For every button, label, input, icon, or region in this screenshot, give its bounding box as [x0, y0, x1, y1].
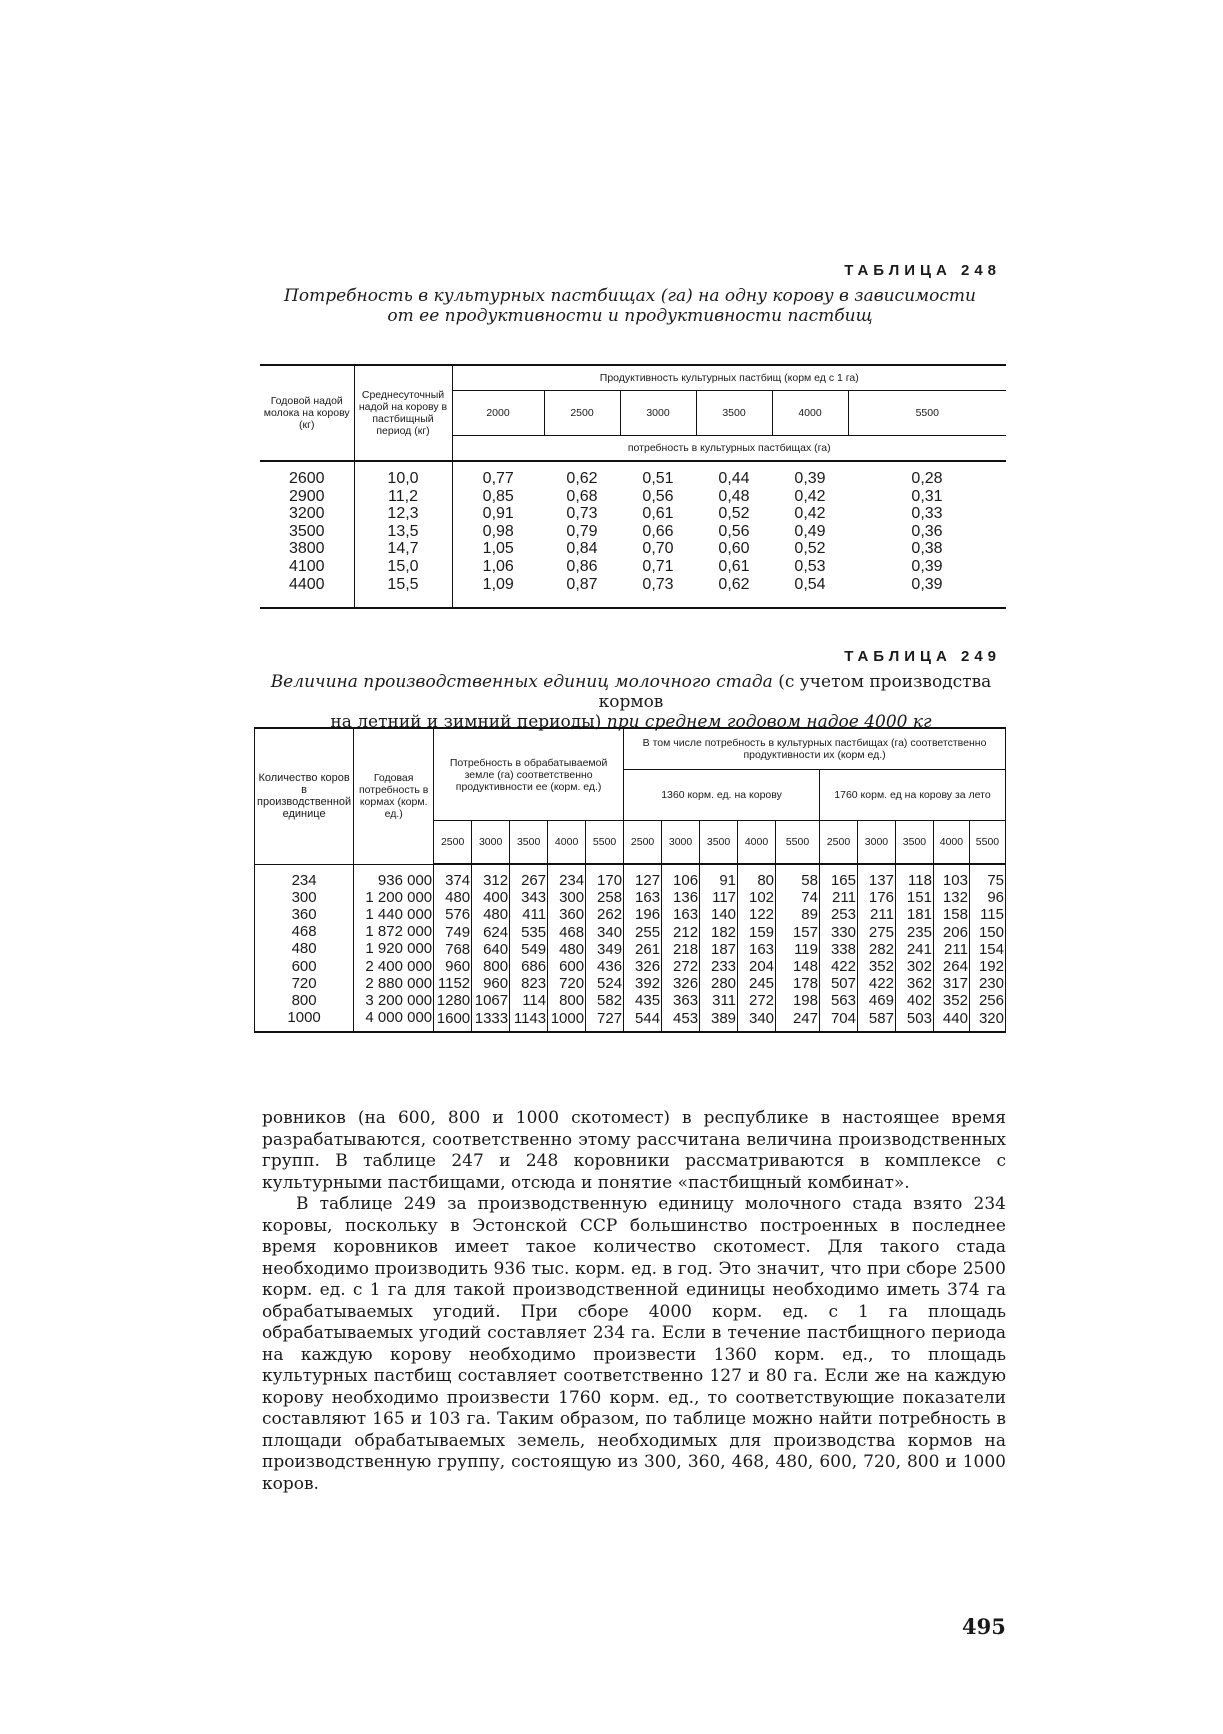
- table-cell: 549: [521, 940, 547, 958]
- table-cell: 280: [711, 975, 737, 993]
- table-cell: 411: [522, 906, 547, 924]
- table-249-column: [738, 864, 776, 1032]
- table-cell: 1 440 000: [365, 905, 433, 923]
- table-cell: 233: [711, 958, 737, 976]
- table-cell: 198: [792, 992, 818, 1010]
- table-cell: 402: [906, 992, 932, 1010]
- header-productivity: 3000: [620, 391, 696, 436]
- table-cell: 768: [445, 940, 471, 958]
- table-cell: 119: [794, 940, 818, 958]
- table-cell: 247: [792, 1009, 818, 1027]
- table-248-caption: [250, 286, 1010, 326]
- header-1760-col: 5500: [969, 821, 1005, 865]
- table-cell: 535: [521, 923, 547, 941]
- table-cell: 582: [597, 992, 623, 1010]
- table-cell: 136: [673, 889, 699, 907]
- table-cell: 563: [830, 992, 856, 1010]
- table-249-column: [255, 864, 354, 1032]
- table-cell: 148: [792, 958, 818, 976]
- table-cell: 435: [635, 992, 661, 1010]
- table-cell: 800: [559, 992, 585, 1010]
- header-1360: 1360 корм. ед. на корову: [624, 770, 820, 821]
- table-cell: 704: [830, 1009, 856, 1027]
- header-annual-yield: Годовой надой молока на корову (кг): [260, 365, 354, 461]
- table-cell: 106: [673, 872, 699, 889]
- table-cell: 326: [673, 975, 699, 993]
- table-cell: 544: [635, 1009, 661, 1027]
- table-cell: 115: [980, 906, 1004, 924]
- table-cell: 640: [483, 940, 509, 958]
- table-249-column: [969, 864, 1005, 1032]
- header-pasture-need: потребность в культурных пастбищах (га): [452, 436, 1006, 462]
- table-249-caption: [252, 672, 1010, 732]
- table-cell: 245: [748, 975, 775, 993]
- table-cell: 75: [987, 872, 1004, 889]
- table-cell: 343: [521, 889, 547, 907]
- table-cell: 453: [673, 1009, 699, 1027]
- annual-yield-column: 2600 2900 3200 3500 3800 4100 4400: [288, 470, 325, 593]
- table-cell: 1280: [436, 992, 471, 1010]
- header-1760-col: 4000: [933, 821, 969, 865]
- table-cell: 163: [635, 889, 661, 907]
- table-cell: 480: [291, 940, 317, 958]
- table-cell: 320: [978, 1009, 1004, 1027]
- table-cell: 800: [483, 958, 509, 976]
- header-1760-col: 3500: [895, 821, 933, 865]
- table-cell: 362: [906, 975, 932, 993]
- header-productivity: 3500: [696, 391, 772, 436]
- table-cell: 749: [445, 923, 471, 941]
- table-cell: 1152: [437, 975, 471, 993]
- table-249-label: ТАБЛИЦА 249: [844, 648, 1001, 665]
- table-cell: 352: [868, 958, 894, 976]
- table-cell: 360: [291, 905, 317, 923]
- table-cell: 117: [712, 889, 737, 907]
- table-cell: 374: [445, 872, 471, 889]
- table-cell: 235: [906, 923, 932, 941]
- header-land-col: 3000: [472, 821, 510, 865]
- table-cell: 206: [942, 923, 968, 941]
- daily-yield-column: 10,0 11,2 12,3 13,5 14,7 15,0 15,5: [354, 461, 452, 608]
- page-number: 495: [962, 1614, 1006, 1639]
- table-cell: 272: [673, 958, 699, 976]
- table-cell: 182: [711, 923, 737, 941]
- table-249-column: [700, 864, 738, 1032]
- table-cell: 261: [635, 940, 661, 958]
- table-cell: 132: [942, 889, 968, 907]
- table-cell: 727: [597, 1009, 623, 1027]
- table-cell: 151: [906, 889, 932, 907]
- table-cell: 468: [291, 923, 317, 941]
- table-cell: 340: [597, 923, 623, 941]
- table-cell: 1600: [436, 1009, 471, 1027]
- table-cell: 282: [868, 940, 894, 958]
- table-249-column: [819, 864, 857, 1032]
- table-cell: 363: [673, 992, 699, 1010]
- body-text: [262, 1108, 1006, 1495]
- table-cell: 400: [483, 889, 509, 907]
- table-cell: 163: [673, 906, 699, 924]
- header-pasture-productivity: Продуктивность культурных пастбищ (корм ед с 1 га): [452, 365, 1006, 391]
- header-1760-col: 3000: [857, 821, 895, 865]
- table-cell: 1 920 000: [365, 940, 433, 958]
- paragraph: В таблице 249 за производственную единицу молочного стада взято 234 коровы, поскольку в Эстонской ССР большинство построенных в последнее время коровников имеет такое количество скотомест. Для такого стада необходимо производить 936 тыс. корм. ед. в год. Это значит, что при сборе 2500 корм. ед. с 1 га для такой производственной единицы необходимо иметь 374 га обрабатываемых угодий. При сборе 4000 корм. ед. с 1 га площадь обрабатываемых угодий составляет 234 га. Если в течение пастбищного периода на каждую корову необходимо произвести 1360 корм. ед., то площадь культурных пастбищ составляет соответственно 127 и 80 га. Если же на каждую корову необходимо произвести 1760 корм. ед., то соответствующие показатели составляют 165 и 103 га. Таким образом, по таблице можно найти потребность в площади обрабатываемых земель, необходимых для производства кормов на производственную группу, состоящую из 300, 360, 468, 480, 600, 720, 800 и 1000 коров.: [262, 1194, 1006, 1494]
- table-249-column: [624, 864, 662, 1032]
- header-1360-col: 4000: [738, 821, 776, 865]
- table-cell: 218: [673, 940, 699, 958]
- table-cell: 436: [597, 958, 623, 976]
- table-cell: 587: [868, 1009, 894, 1027]
- table-cell: 80: [757, 872, 775, 889]
- table-cell: 212: [673, 923, 699, 941]
- table-cell: 503: [906, 1009, 932, 1027]
- table-cell: 264: [942, 958, 968, 976]
- table-cell: 234: [559, 872, 585, 889]
- table-cell: 392: [635, 975, 661, 993]
- table-249-data: [255, 864, 1006, 1032]
- table-cell: 1000: [287, 1009, 321, 1027]
- table-cell: 176: [868, 889, 894, 907]
- header-productivity: 4000: [772, 391, 848, 436]
- table-cell: 58: [801, 872, 818, 889]
- table-cell: 349: [597, 940, 623, 958]
- table-cell: 300: [291, 888, 317, 906]
- table-cell: 258: [597, 889, 623, 907]
- table-249-column: [933, 864, 969, 1032]
- table-cell: 2 880 000: [365, 974, 433, 992]
- table-cell: 1067: [474, 992, 509, 1010]
- table-cell: 170: [597, 872, 623, 889]
- table-cell: 204: [748, 958, 775, 976]
- header-arable-land: Потребность в обрабатываемой земле (га) соответственно продуктивности ее (корм. ед.): [434, 728, 624, 821]
- table-cell: 275: [868, 923, 894, 941]
- table-cell: 352: [942, 992, 968, 1010]
- table-cell: 91: [719, 872, 737, 889]
- table-cell: 300: [559, 889, 585, 907]
- table-249-column: [586, 864, 624, 1032]
- table-248-caption-line1: Потребность в культурных пастбищах (га) на одну корову в зависимости: [284, 286, 976, 306]
- table-248-label: ТАБЛИЦА 248: [844, 262, 1001, 279]
- table-cell: 576: [445, 906, 471, 924]
- table-cell: 74: [801, 889, 818, 907]
- table-cell: 165: [830, 872, 856, 889]
- table-cell: 272: [748, 992, 775, 1010]
- table-249-column: [354, 864, 434, 1032]
- pasture-need-column-4000: 0,39 0,42 0,42 0,49 0,52 0,53 0,54: [794, 470, 826, 593]
- header-land-col: 4000: [548, 821, 586, 865]
- table-cell: 1333: [474, 1009, 509, 1027]
- table-cell: 600: [559, 958, 585, 976]
- table-cell: 1143: [513, 1009, 547, 1027]
- table-249: [254, 727, 1006, 1033]
- table-cell: 823: [521, 975, 547, 993]
- table-cell: 440: [942, 1009, 968, 1027]
- table-cell: 960: [445, 958, 471, 976]
- table-cell: 720: [559, 975, 585, 993]
- table-cell: 211: [944, 940, 968, 958]
- table-cell: 262: [597, 906, 623, 924]
- table-248: [260, 364, 1006, 609]
- header-1360-col: 3000: [662, 821, 700, 865]
- table-cell: 480: [483, 906, 509, 924]
- header-land-col: 3500: [510, 821, 548, 865]
- table-cell: 480: [559, 940, 585, 958]
- table-cell: 1000: [550, 1009, 585, 1027]
- table-cell: 122: [748, 906, 775, 924]
- pasture-need-column-2000: 0,77 0,85 0,91 0,98 1,05 1,06 1,09: [452, 461, 544, 608]
- table-cell: 3 200 000: [365, 991, 433, 1009]
- table-249-column: [662, 864, 700, 1032]
- pasture-need-column-3500: 0,44 0,48 0,52 0,56 0,60 0,61 0,62: [718, 470, 750, 593]
- header-land-col: 5500: [586, 821, 624, 865]
- table-249-caption-line2: на летний и зимний периоды) при среднем годовом надое 4000 кг: [330, 712, 932, 732]
- table-cell: 159: [748, 923, 775, 941]
- table-cell: 624: [483, 923, 509, 941]
- paragraph: ровников (на 600, 800 и 1000 скотомест) в республике в настоящее время разрабатываются, соответственно этому рассчитана величина производственных групп. В таблице 247 и 248 коровники рассматриваются в комплексе с культурными пастбищами, отсюда и понятие «пастбищный комбинат».: [262, 1108, 1006, 1193]
- table-cell: 311: [712, 992, 737, 1010]
- table-cell: 600: [291, 957, 317, 975]
- table-cell: 192: [978, 958, 1004, 976]
- table-cell: 720: [291, 974, 317, 992]
- table-cell: 1 872 000: [365, 923, 433, 941]
- table-249-column: [434, 864, 472, 1032]
- table-cell: 360: [559, 906, 585, 924]
- table-cell: 468: [559, 923, 585, 941]
- table-cell: 960: [483, 975, 509, 993]
- table-cell: 267: [521, 872, 547, 889]
- table-cell: 158: [942, 906, 968, 924]
- table-cell: 302: [906, 958, 932, 976]
- table-cell: 96: [987, 889, 1004, 907]
- table-cell: 234: [291, 871, 317, 889]
- pasture-need-column-3000: 0,51 0,56 0,61 0,66 0,70 0,71 0,73: [642, 470, 674, 593]
- header-land-col: 2500: [434, 821, 472, 865]
- table-cell: 326: [635, 958, 661, 976]
- header-1360-col: 5500: [776, 821, 820, 865]
- table-cell: 330: [830, 923, 856, 941]
- table-249-column: [857, 864, 895, 1032]
- table-cell: 4 000 000: [365, 1009, 433, 1027]
- table-cell: 312: [483, 872, 509, 889]
- header-annual-feed: Годовая потребность в кормах (корм. ед.): [354, 728, 434, 864]
- table-249-column: [472, 864, 510, 1032]
- header-cows-per-unit: Количество коров в производственной единице: [255, 728, 354, 864]
- header-daily-yield: Среднесуточный надой на корову в пастбищный период (кг): [354, 365, 452, 461]
- table-cell: 178: [792, 975, 818, 993]
- table-249-column: [895, 864, 933, 1032]
- table-cell: 196: [635, 906, 661, 924]
- table-cell: 422: [830, 958, 856, 976]
- table-cell: 524: [597, 975, 623, 993]
- table-cell: 936 000: [377, 871, 433, 889]
- table-cell: 469: [868, 992, 894, 1010]
- table-cell: 89: [801, 906, 818, 924]
- table-cell: 114: [522, 992, 547, 1010]
- table-cell: 422: [868, 975, 894, 993]
- header-1360-col: 2500: [624, 821, 662, 865]
- table-249-caption-line1: Величина производственных единиц молочного стада (с учетом производства кормов: [270, 672, 992, 712]
- table-249-column: [548, 864, 586, 1032]
- table-cell: 480: [445, 889, 471, 907]
- table-cell: 140: [711, 906, 737, 924]
- table-248-caption-line2: от ее продуктивности и продуктивности пастбищ: [387, 306, 873, 326]
- table-cell: 102: [748, 889, 775, 907]
- table-cell: 340: [748, 1009, 775, 1027]
- table-cell: 338: [830, 940, 856, 958]
- header-productivity: 2500: [544, 391, 620, 436]
- table-cell: 137: [868, 872, 894, 889]
- pasture-need-column-5500: 0,28 0,31 0,33 0,36 0,38 0,39 0,39: [911, 470, 943, 593]
- table-249-column: [776, 864, 820, 1032]
- table-cell: 256: [978, 992, 1004, 1010]
- header-productivity: 5500: [848, 391, 1006, 436]
- table-cell: 154: [978, 940, 1004, 958]
- table-cell: 187: [711, 940, 737, 958]
- table-cell: 507: [830, 975, 856, 993]
- table-249-column: [510, 864, 548, 1032]
- table-cell: 163: [748, 940, 775, 958]
- table-cell: 253: [830, 906, 856, 924]
- table-cell: 255: [635, 923, 661, 941]
- table-cell: 118: [908, 872, 932, 889]
- pasture-need-column-2500: 0,62 0,68 0,73 0,79 0,84 0,86 0,87: [566, 470, 598, 593]
- table-cell: 211: [832, 889, 856, 907]
- header-1760-col: 2500: [819, 821, 857, 865]
- header-1360-col: 3500: [700, 821, 738, 865]
- table-cell: 103: [942, 872, 968, 889]
- header-pasture-need: В том числе потребность в культурных пастбищах (га) соответственно продуктивности их (корм ед.): [624, 728, 1006, 770]
- table-cell: 127: [635, 872, 661, 889]
- table-cell: 157: [792, 923, 818, 941]
- table-cell: 317: [942, 975, 968, 993]
- table-cell: 211: [870, 906, 894, 924]
- table-cell: 2 400 000: [365, 957, 433, 975]
- table-cell: 230: [978, 975, 1004, 993]
- table-cell: 181: [906, 906, 932, 924]
- header-1760: 1760 корм. ед на корову за лето: [819, 770, 1005, 821]
- table-cell: 1 200 000: [365, 888, 433, 906]
- table-cell: 150: [978, 923, 1004, 941]
- table-cell: 686: [521, 958, 547, 976]
- table-cell: 389: [711, 1009, 737, 1027]
- table-cell: 800: [291, 991, 317, 1009]
- table-cell: 241: [906, 940, 932, 958]
- header-productivity: 2000: [452, 391, 544, 436]
